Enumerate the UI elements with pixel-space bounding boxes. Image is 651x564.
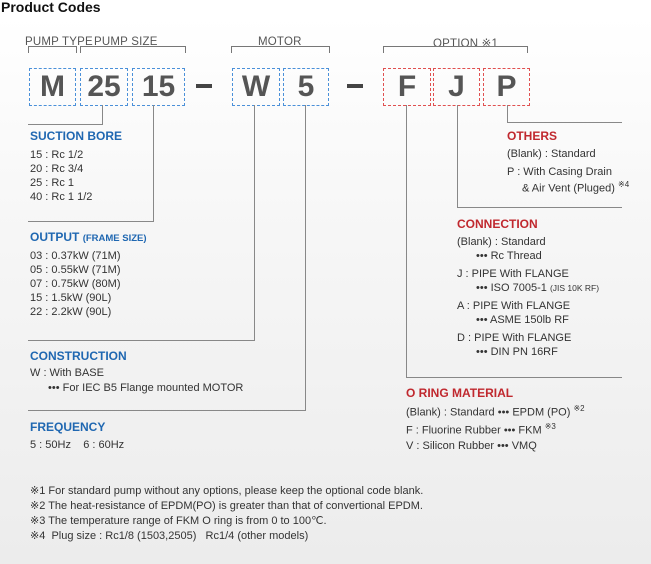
connector-line (102, 105, 103, 125)
suction-bore-item: 25 : Rc 1 (30, 177, 75, 189)
connection-line: D : PIPE With FLANGE (457, 332, 572, 344)
oring-heading: O RING MATERIAL (406, 386, 514, 400)
product-code-diagram (0, 16, 651, 564)
connector-line (153, 105, 154, 222)
code-pump-type: M (29, 68, 76, 106)
oring-line (406, 404, 585, 419)
oring-line2-mark: ※3 (544, 422, 556, 431)
oring-line: V : Silicon Rubber ••• VMQ (406, 440, 537, 452)
bracket-pump-size (80, 46, 186, 53)
connector-line (507, 105, 508, 123)
output-item: 22 : 2.2kW (90L) (30, 306, 112, 318)
connector-line (305, 105, 306, 411)
others-line (522, 180, 629, 195)
others-line3-mark: ※4 (618, 180, 630, 189)
caption-motor: MOTOR (258, 36, 302, 48)
connector-line (28, 410, 306, 411)
connection-line: ••• ASME 150lb RF (476, 314, 569, 326)
output-heading-label: OUTPUT (30, 230, 80, 244)
output-heading-note: (FRAME SIZE) (82, 233, 147, 244)
construction-line: W : With BASE (30, 367, 104, 379)
frequency-heading: FREQUENCY (30, 420, 106, 434)
connection-line: J : PIPE With FLANGE (457, 268, 569, 280)
code-oring: F (383, 68, 431, 106)
output-heading (30, 230, 147, 244)
frequency-line: 5 : 50Hz 6 : 60Hz (30, 439, 125, 451)
connection-line: ••• DIN PN 16RF (476, 346, 558, 358)
code-connection: J (433, 68, 480, 106)
connector-line (457, 207, 622, 208)
bracket-option (383, 46, 528, 53)
caption-pump-size: PUMP SIZE (94, 36, 158, 48)
output-item: 03 : 0.37kW (71M) (30, 250, 121, 262)
connection-heading: CONNECTION (457, 217, 538, 231)
oring-line2-text: F : Fluorine Rubber ••• FKM (406, 424, 542, 437)
construction-line: ••• For IEC B5 Flange mounted MOTOR (48, 382, 244, 394)
construction-heading: CONSTRUCTION (30, 349, 127, 363)
code-output: 15 (132, 68, 185, 106)
suction-bore-item: 15 : Rc 1/2 (30, 149, 84, 161)
footnote: ※3 The temperature range of FKM O ring is from 0 to 100℃. (30, 515, 327, 527)
others-heading: OTHERS (507, 129, 558, 143)
bracket-motor (231, 46, 330, 53)
connector-line (457, 105, 458, 208)
connection-line: ••• Rc Thread (476, 250, 542, 262)
page-title: Product Codes (1, 0, 101, 15)
code-others: P (483, 68, 530, 106)
connector-line (254, 105, 255, 341)
connector-line (28, 221, 154, 222)
code-suction-bore: 25 (80, 68, 128, 106)
footnote: ※4 Plug size : Rc1/8 (1503,2505) Rc1/4 (other models) (30, 530, 309, 542)
connection-line (476, 282, 599, 294)
oring-line1-text: (Blank) : Standard ••• EPDM (PO) (406, 406, 571, 419)
code-frequency: 5 (283, 68, 329, 106)
output-item: 05 : 0.55kW (71M) (30, 264, 121, 276)
connection-line: (Blank) : Standard (457, 236, 546, 248)
output-item: 15 : 1.5kW (90L) (30, 292, 112, 304)
connector-line (28, 340, 255, 341)
connection-line4-text: ••• ISO 7005-1 (476, 282, 547, 294)
connection-line: A : PIPE With FLANGE (457, 300, 571, 312)
caption-pump-type: PUMP TYPE (25, 36, 93, 48)
others-line3-text: & Air Vent (Pluged) (522, 182, 615, 195)
connector-line (406, 377, 622, 378)
oring-line (406, 422, 556, 437)
others-line: (Blank) : Standard (507, 148, 596, 160)
connector-line (28, 124, 103, 125)
oring-line1-mark: ※2 (573, 404, 585, 413)
code-separator (347, 84, 363, 88)
code-separator (196, 84, 212, 88)
connector-line (507, 122, 622, 123)
output-item: 07 : 0.75kW (80M) (30, 278, 121, 290)
connector-line (406, 105, 407, 378)
suction-bore-heading: SUCTION BORE (30, 129, 123, 143)
suction-bore-item: 40 : Rc 1 1/2 (30, 191, 93, 203)
suction-bore-item: 20 : Rc 3/4 (30, 163, 84, 175)
caption-option: OPTION ※1 (433, 38, 499, 50)
footnote: ※2 The heat-resistance of EPDM(PO) is greater than that of convertional EPDM. (30, 500, 423, 512)
code-construction: W (232, 68, 280, 106)
others-line: P : With Casing Drain (507, 166, 612, 178)
footnote: ※1 For standard pump without any options, please keep the optional code blank. (30, 485, 424, 497)
connection-line4-note: (JIS 10K RF) (549, 283, 600, 293)
bracket-pump-type (28, 46, 77, 53)
